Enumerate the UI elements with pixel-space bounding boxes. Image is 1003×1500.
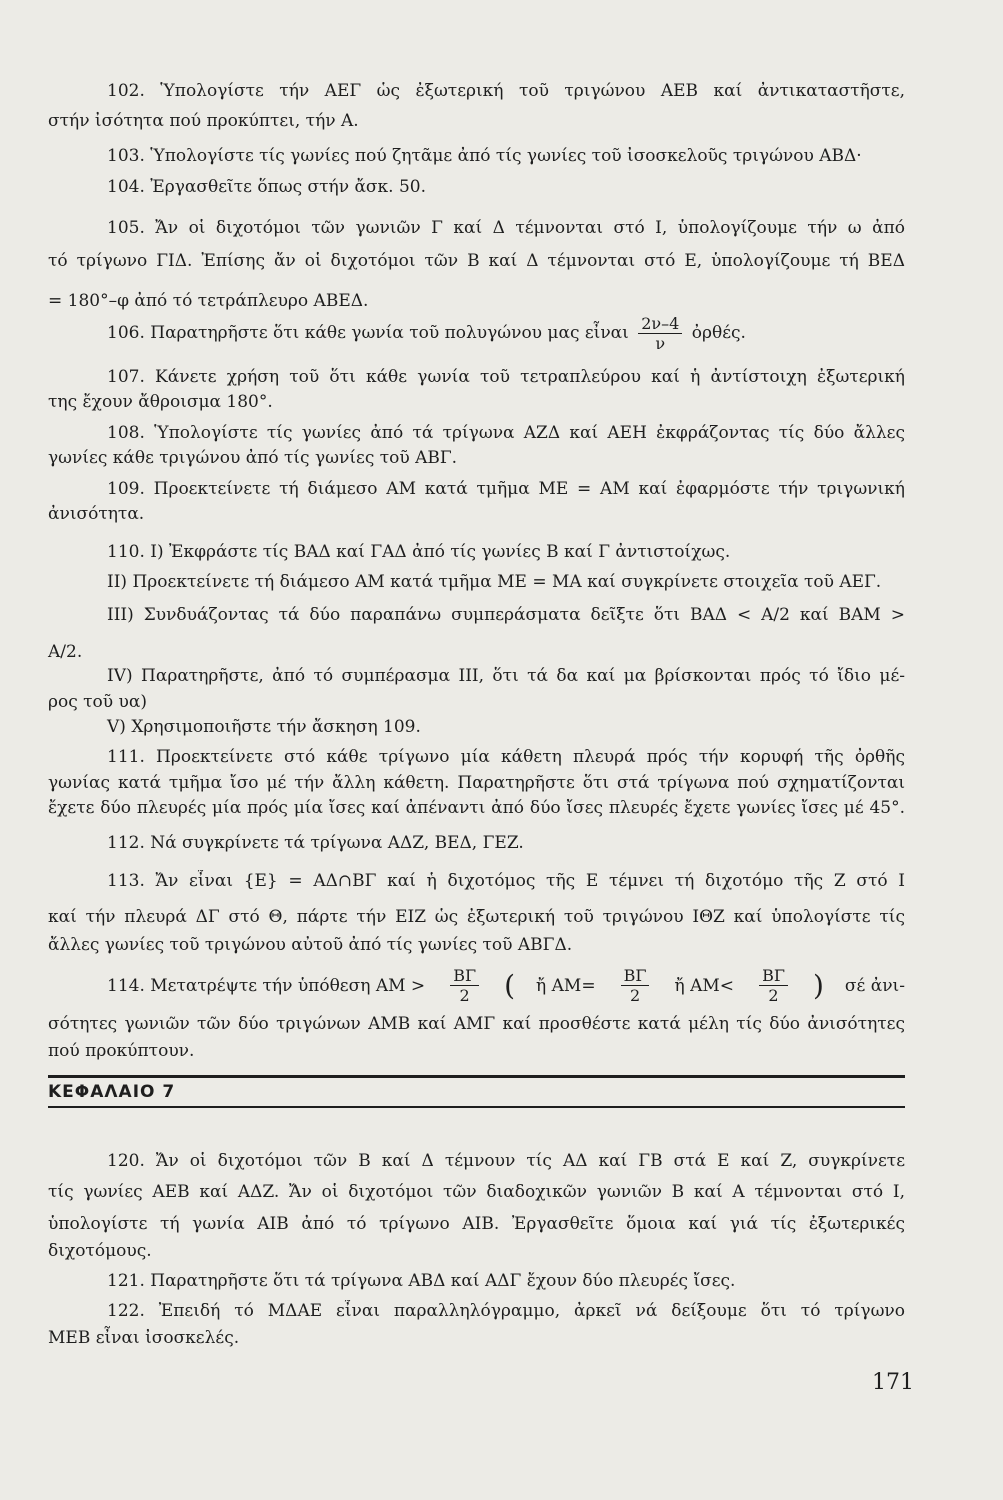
text-line: ἔχετε δύο πλευρές μία πρός μία ἴσες καί ἀπέναντι ἀπό δύο ἴσες πλευρές ἔχετε γωνίες ἴσες μέ 45°. (48, 798, 905, 818)
fraction-denominator: 2 (768, 986, 779, 1005)
text-line: ἀνισότητα. (48, 504, 145, 524)
page-number: 171 (872, 1370, 914, 1395)
item-114-fraction-1 (450, 966, 479, 1005)
fraction-numerator: 2ν–4 (638, 314, 682, 334)
item-114-mid-1: ἤ AM= (536, 975, 596, 996)
chapter-rule-bottom (48, 1106, 905, 1108)
text-line: A/2. (48, 642, 83, 662)
text-line: ρος τοῦ υα) (48, 692, 147, 712)
text-line: τίς γωνίες AEB καί AΔZ. Ἄν οἱ διχοτόμοι τῶν διαδοχικῶν γωνιῶν B καί A τέμνονται στό I, (48, 1182, 905, 1202)
item-114 (107, 966, 905, 1005)
text-line: 113. Ἄν εἶναι {E} = AΔ∩BΓ καί ἡ διχοτόμος τῆς E τέμνει τή διχοτόμο τῆς Z στό I (107, 871, 905, 891)
text-line: ἄλλες γωνίες τοῦ τριγώνου αὐτοῦ ἀπό τίς γωνίες τοῦ ABΓΔ. (48, 935, 573, 955)
text-line: 102. Ὑπολογίστε τήν AEΓ ὡς ἐξωτερική τοῦ τριγώνου AEB καί ἀντικαταστῆστε, (107, 81, 905, 101)
text-line: της ἔχουν ἄθροισμα 180°. (48, 392, 273, 412)
text-line: 105. Ἄν οἱ διχοτόμοι τῶν γωνιῶν Γ καί Δ τέμνονται στό I, ὑπολογίζουμε τήν ω ἀπό (107, 218, 905, 238)
item-106-suffix: ὀρθές. (691, 323, 746, 343)
text-line: III) Συνδυάζοντας τά δύο παραπάνω συμπεράσματα δεῖξτε ὅτι BAΔ < A/2 καί BAM > (107, 605, 905, 625)
text-line: IV) Παρατηρῆστε, ἀπό τό συμπέρασμα III, ὅτι τά δα καί μα βρίσκονται πρός τό ἴδιο μέ- (107, 666, 905, 686)
item-114-fraction-2 (621, 966, 650, 1005)
text-line: 109. Προεκτείνετε τή διάμεσο AM κατά τμῆμα ME = AM καί ἐφαρμόστε τήν τριγωνική (107, 479, 905, 499)
text-line: ὑπολογίστε τή γωνία AIB ἀπό τό τρίγωνο AIB. Ἐργασθεῖτε ὅμοια καί γιά τίς ἐξωτερικές (48, 1214, 905, 1234)
item-114-mid-2: ἤ AM< (674, 975, 735, 996)
text-line: MEB εἶναι ἰσοσκελές. (48, 1328, 240, 1348)
item-114-suffix: σέ ἀνι- (844, 975, 905, 996)
text-line: 108. Ὑπολογίστε τίς γωνίες ἀπό τά τρίγωνα AZΔ καί AEH ἐκφράζοντας τίς δύο ἄλλες (107, 423, 905, 443)
text-line: 111. Προεκτείνετε στό κάθε τρίγωνο μία κάθετη πλευρά πρός τήν κορυφή τῆς ὀρθῆς (107, 747, 905, 767)
close-paren: ) (812, 968, 824, 1002)
text-line: 121. Παρατηρῆστε ὅτι τά τρίγωνα ABΔ καί AΔΓ ἔχουν δύο πλευρές ἴσες. (107, 1271, 736, 1291)
fraction-denominator: 2 (629, 986, 641, 1005)
chapter-rule-top (48, 1075, 905, 1078)
fraction-numerator: BΓ (621, 966, 650, 986)
text-line: 122. Ἐπειδή τό MΔAE εἶναι παραλληλόγραμμο, ἀρκεῖ νά δείξουμε ὅτι τό τρίγωνο (107, 1301, 905, 1321)
text-line: πού προκύπτουν. (48, 1041, 195, 1061)
item-114-fraction-3 (759, 966, 788, 1005)
text-line: σότητες γωνιῶν τῶν δύο τριγώνων AMB καί AMΓ καί προσθέστε κατά μέλη τίς δύο ἀνισότητες (48, 1014, 905, 1034)
text-line: τό τρίγωνο ΓIΔ. Ἐπίσης ἄν οἱ διχοτόμοι τῶν B καί Δ τέμνονται στό E, ὑπολογίζουμε τή BEΔ (48, 251, 905, 271)
fraction-numerator: BΓ (450, 966, 479, 986)
text-line: = 180°–φ ἀπό τό τετράπλευρο ABEΔ. (48, 291, 369, 311)
text-line: γωνίας κατά τμῆμα ἴσο μέ τήν ἄλλη κάθετη. Παρατηρῆστε ὅτι στά τρίγωνα πού σχηματίζονται (48, 773, 905, 793)
text-line: 104. Ἐργασθεῖτε ὅπως στήν ἄσκ. 50. (107, 177, 426, 197)
chapter-title: ΚΕΦΑΛΑΙΟ 7 (48, 1082, 176, 1102)
item-114-label: 114. Μετατρέψτε τήν ὑπόθεση AM > (107, 975, 426, 996)
fraction-denominator: 2 (459, 986, 470, 1005)
text-line: γωνίες κάθε τριγώνου ἀπό τίς γωνίες τοῦ ABΓ. (48, 448, 458, 468)
text-line: 112. Νά συγκρίνετε τά τρίγωνα AΔZ, BEΔ, ΓEZ. (107, 833, 524, 853)
text-line: 120. Ἄν οἱ διχοτόμοι τῶν B καί Δ τέμνουν τίς AΔ καί ΓB στά E καί Z, συγκρίνετε (107, 1151, 905, 1171)
fraction-denominator: ν (655, 334, 666, 353)
text-line: 107. Κάνετε χρήση τοῦ ὅτι κάθε γωνία τοῦ τετραπλεύρου καί ἡ ἀντίστοιχη ἐξωτερική (107, 367, 905, 387)
item-106-fraction (638, 314, 682, 353)
text-line: καί τήν πλευρά ΔΓ στό Θ, πάρτε τήν EIZ ὡς ἐξωτερική τοῦ τριγώνου IΘZ καί ὑπολογίστε τίς (48, 907, 905, 927)
text-line: 103. Ὑπολογίστε τίς γωνίες πού ζητᾶμε ἀπό τίς γωνίες τοῦ ἰσοσκελοῦς τριγώνου ABΔ· (107, 146, 862, 166)
item-106-label: 106. Παρατηρῆστε ὅτι κάθε γωνία τοῦ πολυγώνου μας εἶναι (107, 323, 629, 343)
text-line: στήν ἰσότητα πού προκύπτει, τήν A. (48, 111, 359, 131)
text-line: V) Χρησιμοποιῆστε τήν ἄσκηση 109. (107, 717, 421, 737)
text-line: διχοτόμους. (48, 1241, 152, 1261)
open-paren: ( (504, 968, 516, 1002)
item-106 (107, 314, 746, 353)
text-line: II) Προεκτείνετε τή διάμεσο AM κατά τμῆμα ME = MA καί συγκρίνετε στοιχεῖα τοῦ AEΓ. (107, 572, 882, 592)
text-line: 110. I) Ἐκφράστε τίς BAΔ καί ΓAΔ ἀπό τίς γωνίες B καί Γ ἀντιστοίχως. (107, 542, 731, 562)
fraction-numerator: BΓ (759, 966, 788, 986)
